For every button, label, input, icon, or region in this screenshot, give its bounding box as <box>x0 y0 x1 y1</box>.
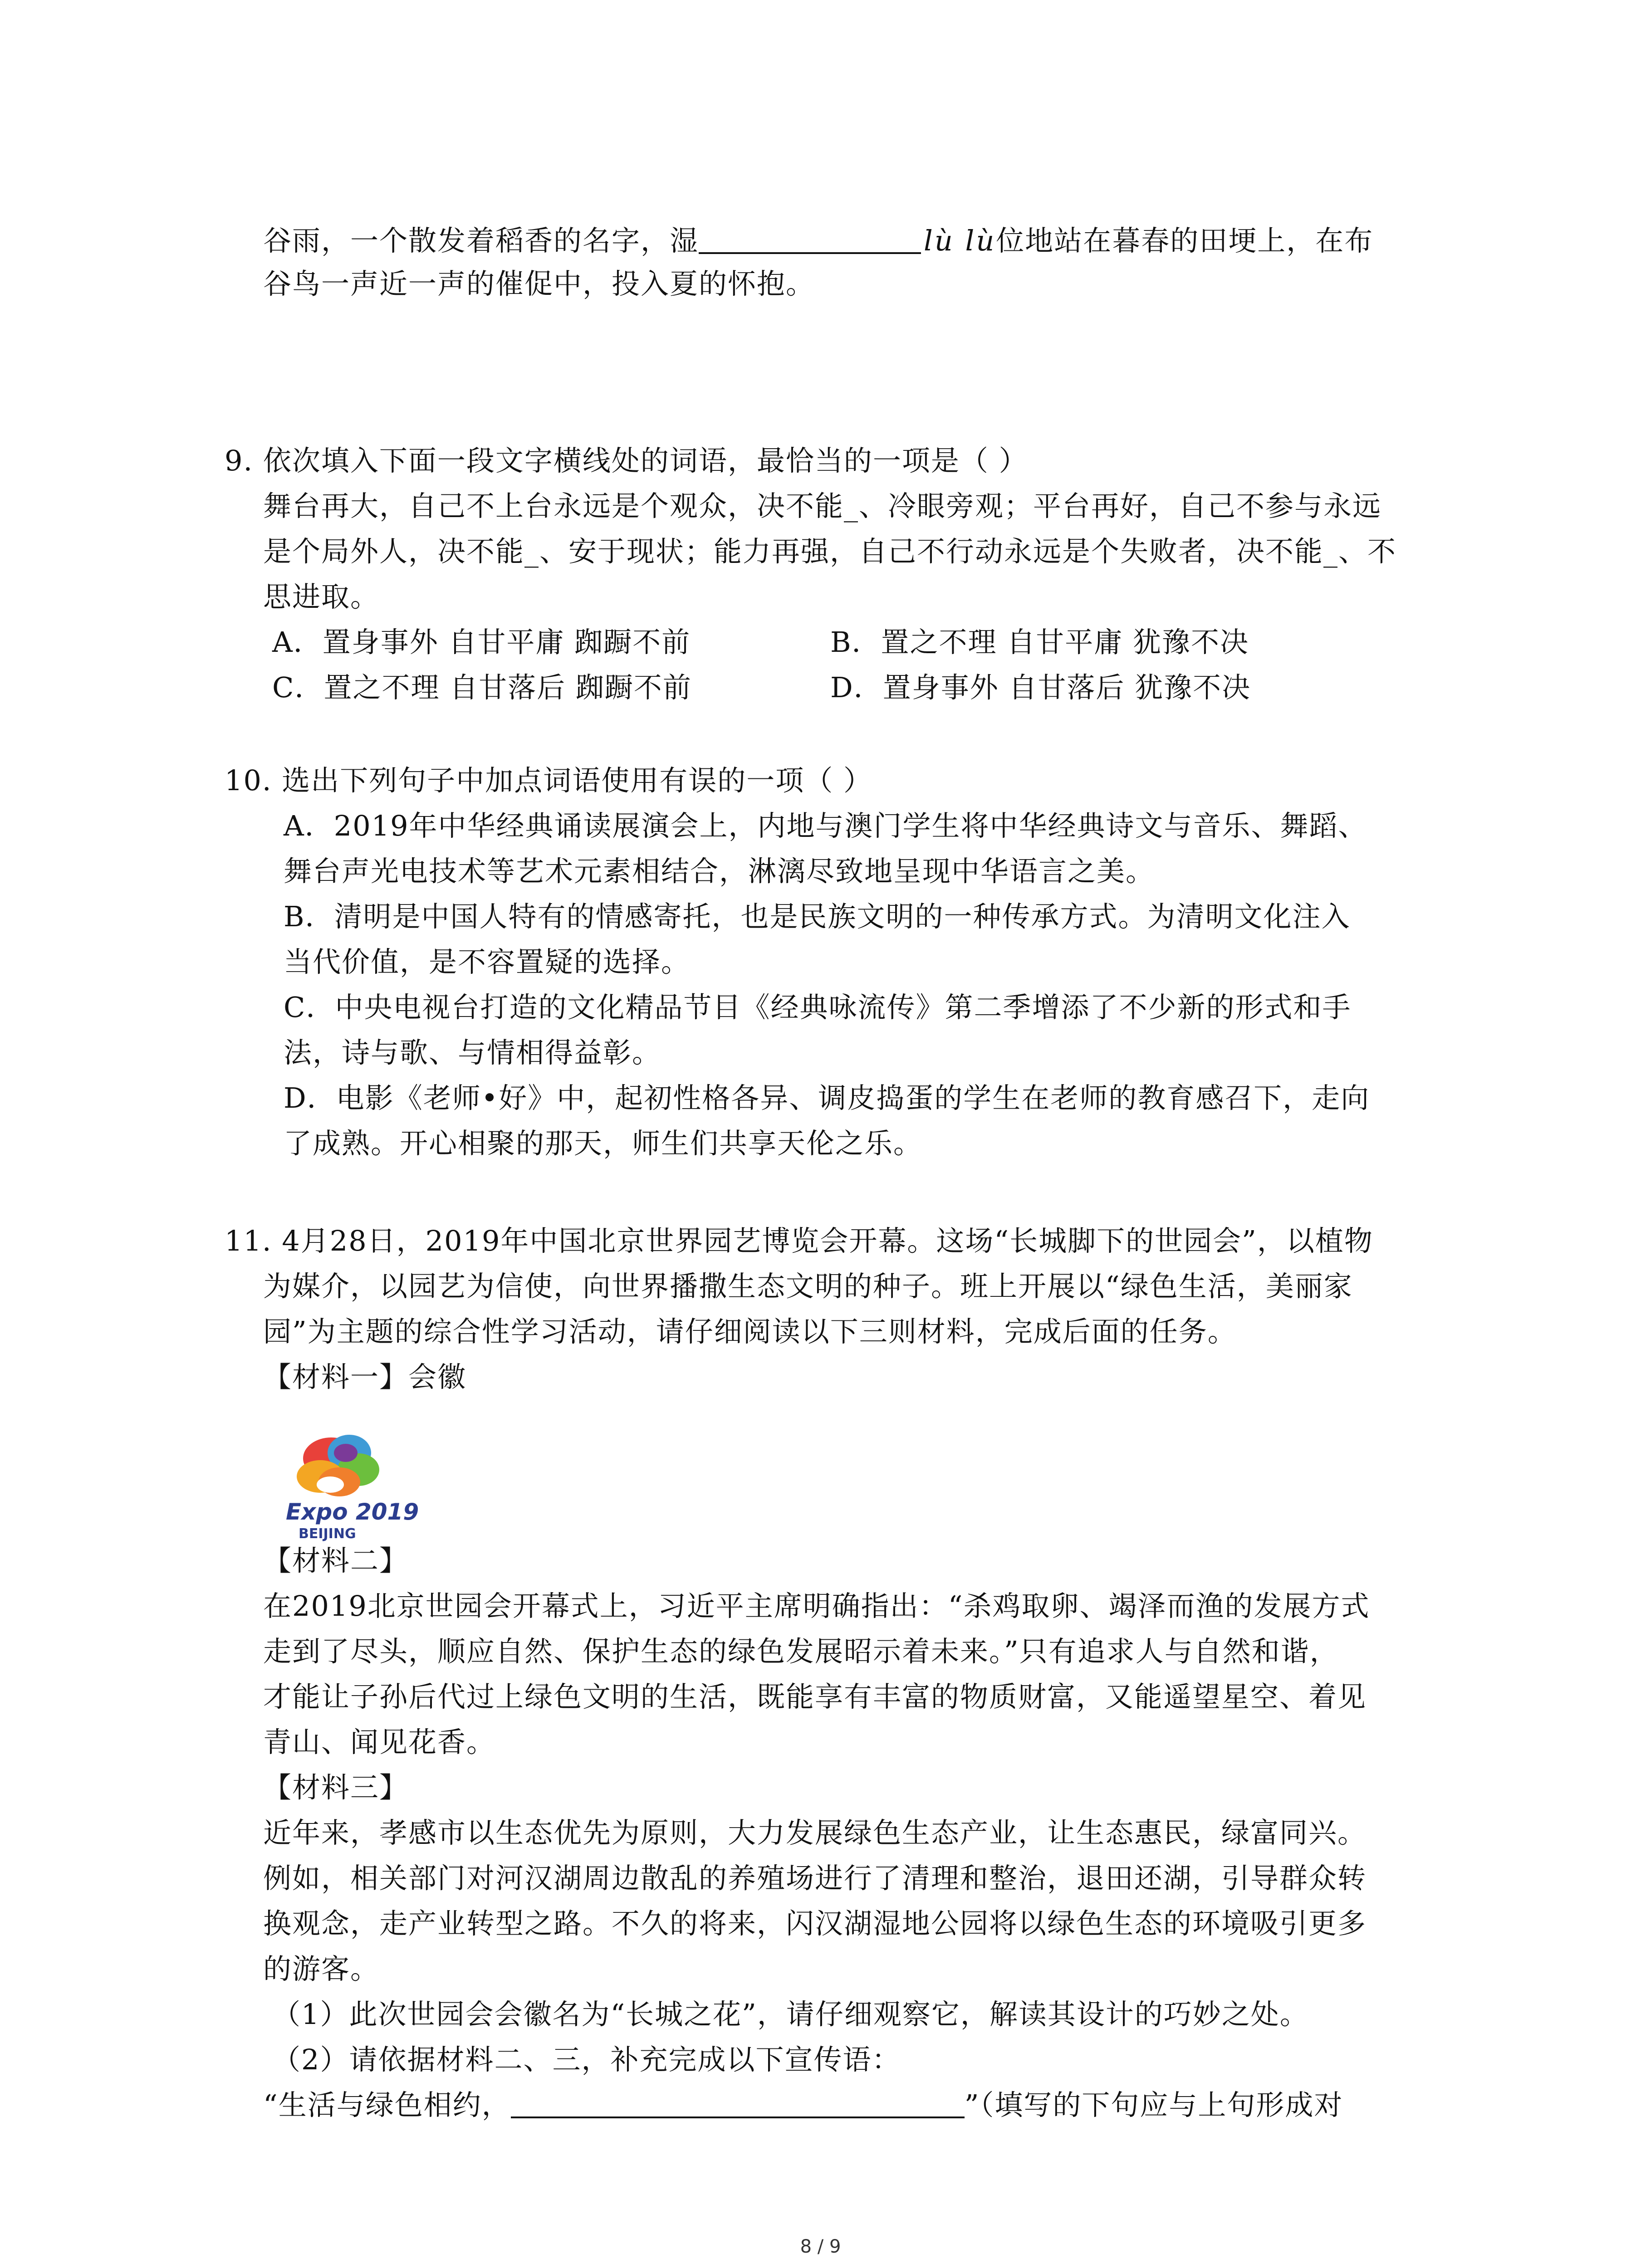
task-2: （2）请依据材料二、三，补充完成以下宣传语： <box>272 2043 901 2076</box>
material-3-line-3: 换观念，走产业转型之路。不久的将来，闪汉湖湿地公园将以绿色生态的环境吸引更多 <box>263 1907 1367 1940</box>
intro-line-2: 谷鸟一声近一声的催促中，投入夏的怀抱。 <box>263 267 815 300</box>
q9-stem: 9. 依次填入下面一段文字横线处的词语，最恰当的一项是（ ） <box>225 444 1028 477</box>
q11-stem-2: 为媒介，以园艺为信使，向世界播撒生态文明的种子。班上开展以“绿色生活，美丽家 <box>263 1270 1353 1303</box>
pinyin-hint: lù lù <box>924 224 996 257</box>
material-2-line-2: 走到了尽头，顺应自然、保护生态的绿色发展昭示着未来。”只有追求人与自然和谐， <box>263 1635 1339 1668</box>
material-3-line-4: 的游客。 <box>263 1952 380 1985</box>
task-1: （1）此次世园会会徽名为“长城之花”，请仔细观察它，解读其设计的巧妙之处。 <box>272 1998 1309 2031</box>
material-2-title: 【材料二】 <box>263 1544 409 1577</box>
material-3-title: 【材料三】 <box>263 1771 409 1804</box>
material-2-line-1: 在2019北京世园会开幕式上，习近平主席明确指出：“杀鸡取卵、竭泽而渔的发展方式 <box>263 1589 1370 1623</box>
task-3 <box>263 2088 1343 2121</box>
q10-option-c-line-2: 法，诗与歌、与情相得益彰。 <box>284 1036 661 1069</box>
q10-option-b-line-1[interactable]: B．清明是中国人特有的情感寄托，也是民族文明的一种传承方式。为清明文化注入 <box>284 900 1351 933</box>
logo-city: BEIJING <box>299 1526 356 1542</box>
slogan-first-half: “生活与绿色相约， <box>263 2088 511 2121</box>
q9-passage-3: 思进取。 <box>263 580 380 613</box>
material-1-title: 【材料一】会徽 <box>263 1360 467 1393</box>
material-3-line-1: 近年来，孝感市以生态优先为原则，大力发展绿色生态产业，让生态惠民，绿富同兴。 <box>263 1816 1367 1849</box>
q10-option-c-line-1[interactable]: C．中央电视台打造的文化精品节目《经典咏流传》第二季增添了不少新的形式和手 <box>284 991 1352 1024</box>
q9-passage-2: 是个局外人，决不能_、安于现状；能力再强，自己不行动永远是个失败者，决不能_、不 <box>263 535 1397 568</box>
logo-wordmark: Expo 2019 <box>286 1499 419 1525</box>
q10-option-d-line-1[interactable]: D．电影《老师•好》中，起初性格各异、调皮捣蛋的学生在老师的教育感召下，走向 <box>284 1081 1370 1114</box>
page-number: 8 / 9 <box>800 2236 841 2257</box>
slogan-instruction: ”（填写的下句应与上句形成对 <box>964 2088 1343 2121</box>
q11-stem-1: 11. 4月28日，2019年中国北京世界园艺博览会开幕。这场“长城脚下的世园会”，以植物 <box>225 1224 1373 1257</box>
material-2-line-4: 青山、闻见花香。 <box>263 1725 496 1759</box>
expo-2019-logo <box>281 1431 419 1545</box>
q10-option-a-line-2: 舞台声光电技术等艺术元素相结合，淋漓尽致地呈现中华语言之美。 <box>284 855 1155 888</box>
q9-passage-1: 舞台再大，自己不上台永远是个观众，决不能_、冷眼旁观；平台再好，自己不参与永远 <box>263 489 1382 523</box>
q10-option-b-line-2: 当代价值，是不容置疑的选择。 <box>284 945 691 978</box>
intro-text-b: 位地站在暮春的田埂上，在布 <box>996 224 1374 257</box>
q9-option-a[interactable]: A．置身事外 自甘平庸 踟蹰不前 <box>272 626 691 659</box>
material-2-line-3: 才能让子孙后代过上绿色文明的生活，既能享有丰富的物质财富，又能遥望星空、着见 <box>263 1680 1367 1713</box>
q10-option-d-line-2: 了成熟。开心相聚的那天，师生们共享天伦之乐。 <box>284 1127 923 1160</box>
q9-option-c[interactable]: C．置之不理 自甘落后 踟蹰不前 <box>272 671 692 704</box>
q9-option-d[interactable]: D．置身事外 自甘落后 犹豫不决 <box>830 671 1251 704</box>
q10-option-a-line-1[interactable]: A．2019年中华经典诵读展演会上，内地与澳门学生将中华经典诗文与音乐、舞蹈、 <box>284 809 1367 842</box>
material-3-line-2: 例如，相关部门对河汉湖周边散乱的养殖场进行了清理和整治，退田还湖，引导群众转 <box>263 1862 1367 1895</box>
q9-option-b[interactable]: B．置之不理 自甘平庸 犹豫不决 <box>830 626 1249 659</box>
fill-blank[interactable] <box>699 227 921 254</box>
intro-text-a: 谷雨，一个散发着稻香的名字，湿 <box>263 224 699 257</box>
expo-flower-icon <box>281 1431 419 1545</box>
q10-stem: 10. 选出下列句子中加点词语使用有误的一项（ ） <box>225 764 873 797</box>
slogan-answer-blank[interactable] <box>511 2091 965 2118</box>
intro-line-1 <box>263 224 1374 257</box>
q11-stem-3: 园”为主题的综合性学习活动，请仔细阅读以下三则材料，完成后面的任务。 <box>263 1315 1237 1348</box>
